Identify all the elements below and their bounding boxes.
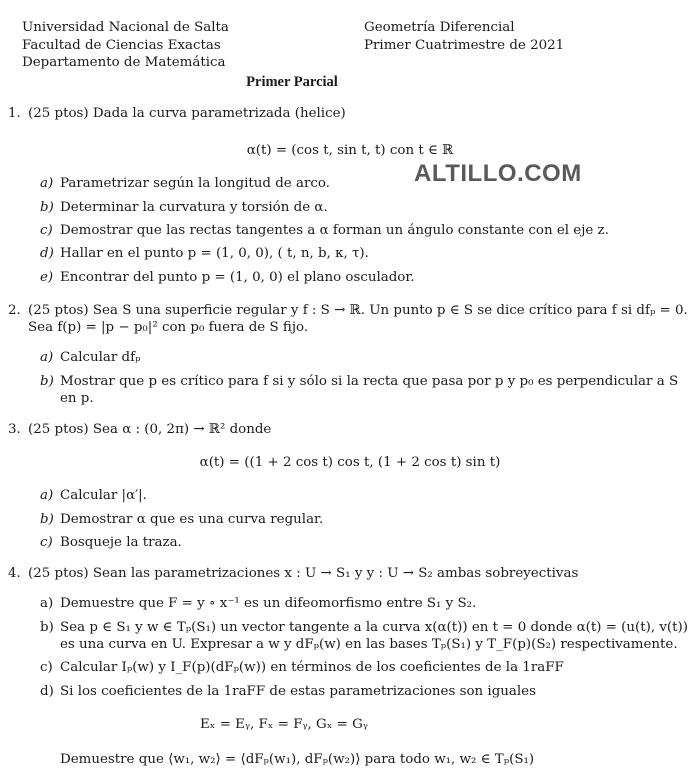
question-3-equation: α(t) = ((1 + 2 cos t) cos t, (1 + 2 cos t) sin t) (199, 455, 501, 470)
list-item: c) Calcular Iₚ(w) y I_F(p)(dFₚ(w)) en términos de los coeficientes de la 1raFF (40, 660, 564, 675)
list-item: b) Demostrar α que es una curva regular. (40, 512, 324, 527)
list-item: e) Encontrar del punto p = (1, 0, 0) el plano osculador. (40, 270, 415, 285)
list-item: d) Si los coeficientes de la 1raFF de estas parametrizaciones son iguales (40, 684, 536, 699)
question-3-text: 3. (25 ptos) Sea α : (0, 2π) → ℝ² donde (8, 422, 272, 437)
faculty-name: Facultad de Ciencias Exactas (22, 37, 221, 53)
question-number: 4. (8, 566, 21, 581)
list-item: d) Hallar en el punto p = (1, 0, 0), ( t, n, b, κ, τ). (40, 246, 369, 261)
page-title: Primer Parcial (246, 74, 338, 90)
course-name: Geometría Diferencial (364, 20, 515, 35)
watermark: ALTILLO.COM (414, 160, 582, 187)
question-2-text-continued: Sea f(p) = |p − p₀|² con p₀ fuera de S fijo. (28, 320, 309, 335)
list-item: a) Demuestre que F = y ∘ x⁻¹ es un difeomorfismo entre S₁ y S₂. (40, 596, 477, 611)
list-item: b) Sea p ∈ S₁ y w ∈ Tₚ(S₁) un vector tangente a la curva x(α(t)) en t = 0 donde α(t) = (u(t), v(t)) (40, 620, 688, 635)
question-4-text: 4. (25 ptos) Sean las parametrizaciones x : U → S₁ y y : U → S₂ ambas sobreyectivas (8, 566, 579, 581)
list-item: a) Calcular dfₚ (40, 350, 141, 365)
list-item: c) Bosqueje la traza. (40, 535, 182, 550)
question-number: 3. (8, 422, 21, 437)
department-name: Departamento de Matemática (22, 55, 226, 70)
list-item: a) Parametrizar según la longitud de arco. (40, 176, 330, 191)
question-1-equation: α(t) = (cos t, sin t, t) con t ∈ ℝ (246, 143, 454, 158)
list-item: b) Mostrar que p es crítico para f si y sólo si la recta que pasa por p y p₀ es perpendicular a S (40, 374, 679, 389)
question-2-text: 2. (25 ptos) Sea S una superficie regular y f : S → ℝ. Un punto p ∈ S se dice crítico para f si dfₚ = 0. (8, 303, 688, 318)
header-institution (22, 20, 229, 73)
term-name: Primer Cuatrimestre de 2021 (364, 37, 565, 53)
question-4-equation: Eₓ = Eᵧ, Fₓ = Fᵧ, Gₓ = Gᵧ (200, 717, 368, 732)
list-item-continued: en p. (60, 391, 94, 406)
list-item-continued: es una curva en U. Expresar a w y dFₚ(w) en las bases Tₚ(S₁) y T_F(p)(S₂) respectivamente. (60, 637, 678, 652)
list-item: b) Determinar la curvatura y torsión de α. (40, 200, 328, 215)
list-item: c) Demostrar que las rectas tangentes a α forman un ángulo constante con el eje z. (40, 223, 609, 238)
header-course (364, 20, 564, 55)
university-name: Universidad Nacional de Salta (22, 20, 229, 35)
question-number: 2. (8, 303, 21, 318)
question-4-closing: Demuestre que ⟨w₁, w₂⟩ = ⟨dFₚ(w₁), dFₚ(w₂)⟩ para todo w₁, w₂ ∈ Tₚ(S₁) (60, 752, 535, 767)
question-1-text: 1. (25 ptos) Dada la curva parametrizada (helice) (8, 106, 346, 121)
list-item: a) Calcular |α′|. (40, 488, 147, 503)
question-number: 1. (8, 106, 21, 121)
